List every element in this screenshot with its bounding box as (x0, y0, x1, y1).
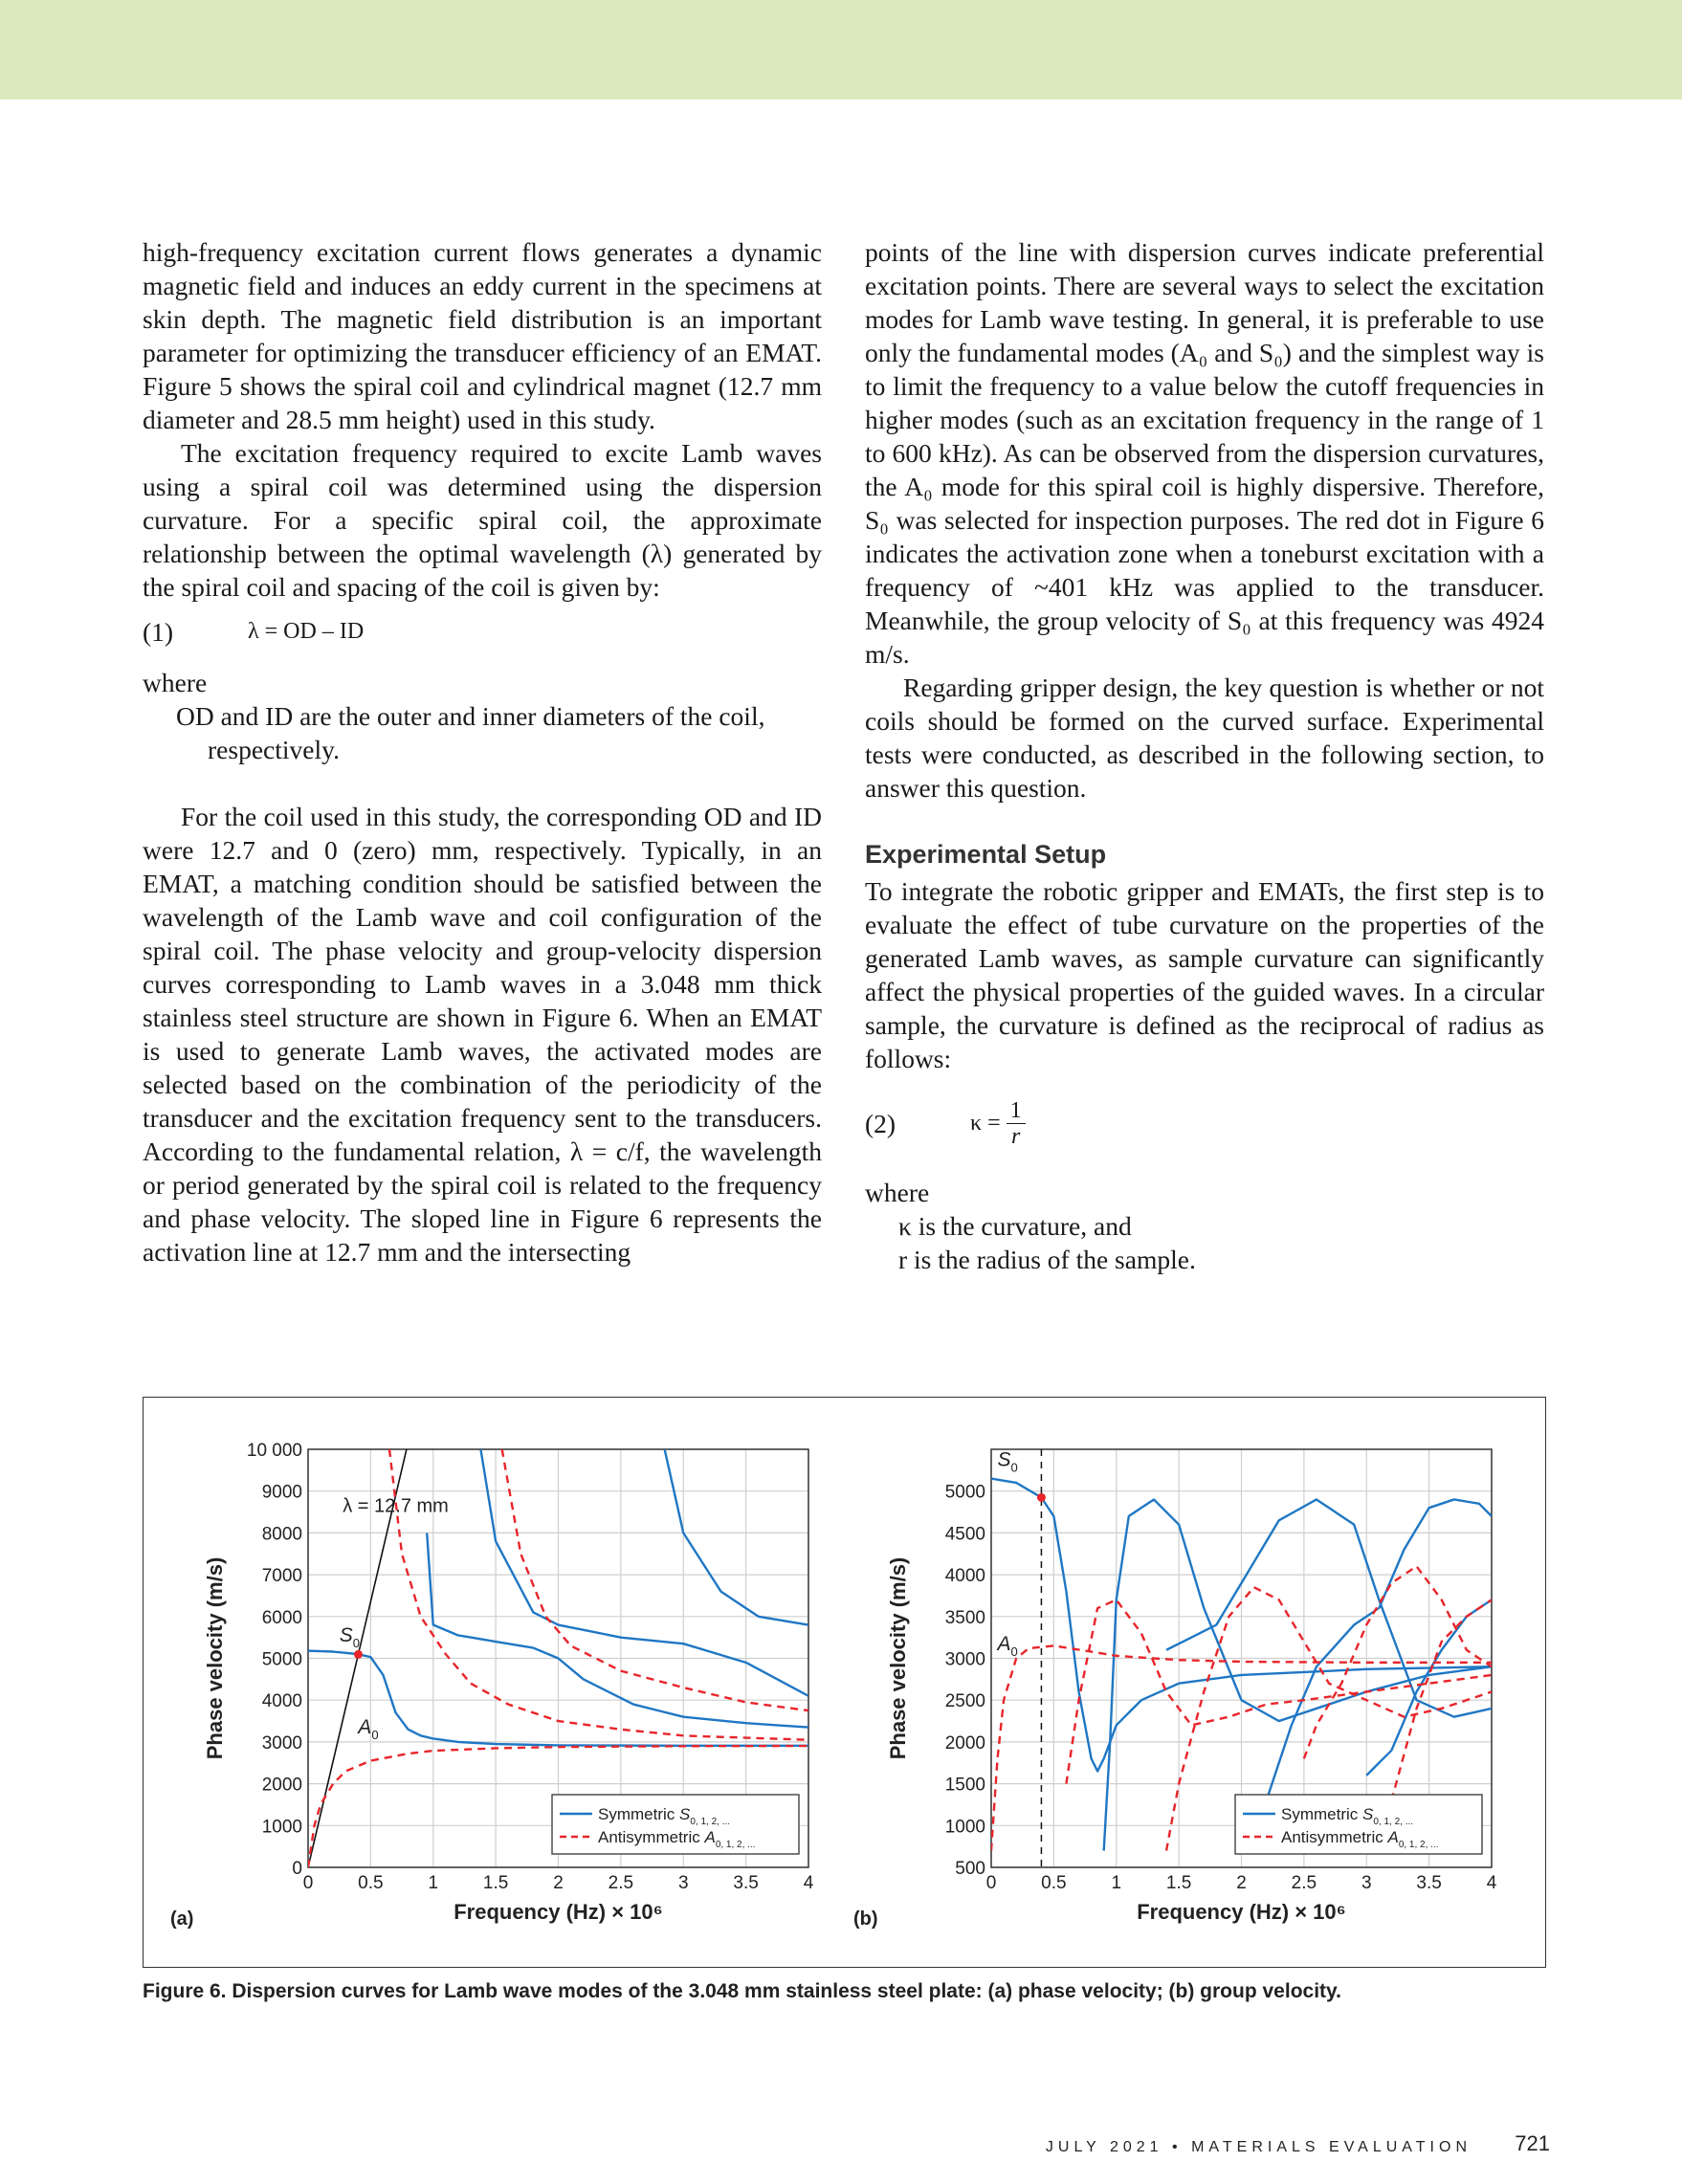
x-tick-label: 1.5 (1165, 1873, 1192, 1893)
y-tick-label: 6000 (261, 1607, 302, 1628)
y-tick-label: 4000 (261, 1691, 302, 1712)
panel-label: (b) (853, 1908, 878, 1930)
x-tick-label: 2.5 (608, 1873, 634, 1893)
x-tick-label: 1 (1111, 1873, 1122, 1893)
y-tick-label: 0 (292, 1859, 302, 1879)
paragraph: points of the line with dispersion curves indicate preferential excitation points. There are several ways to select the excitation modes for Lamb wave testing. In general, it is preferable to use only the fundamental modes (A₀ and S₀) and the simplest way is to limit the frequency to a value below the cutoff frequencies in higher modes (such as an excitation frequency in the range of 1 to 600 kHz). As can be observed from the dispersion curvatures, the A₀ mode for this spiral coil is highly dispersive. Therefore, S₀ was selected for inspection purposes. The red dot in Figure 6 indicates the activation zone when a toneburst excitation with a frequency of ~401 kHz was applied to the transducer. Meanwhile, the group velocity of S₀ at this frequency was 4924 m/s. (865, 237, 1544, 669)
legend-entry: Antisymmetric $A_{0, 1, 2, ...}$ (598, 1828, 756, 1850)
where-definition: κ is the curvature, and (898, 1211, 1132, 1241)
equation-number: (1) (143, 617, 174, 647)
y-tick-label: 3500 (944, 1607, 985, 1628)
x-tick-label: 0.5 (1041, 1873, 1067, 1893)
x-tick-label: 0 (985, 1873, 997, 1893)
x-axis-label: Frequency (Hz) × 10⁶ (1137, 1900, 1346, 1924)
y-tick-label: 10 000 (246, 1441, 302, 1461)
where-definition: OD and ID are the outer and inner diameters of the coil, (176, 701, 765, 731)
x-tick-label: 4 (803, 1873, 814, 1893)
page-number: 721 (1515, 2131, 1550, 2155)
mode-label: $S_0$ (339, 1624, 360, 1651)
equation-body: λ = OD – ID (248, 619, 365, 644)
figure-6 (143, 1397, 1546, 1968)
where-label: where (865, 1178, 930, 1207)
x-tick-label: 2 (1236, 1873, 1247, 1893)
x-tick-label: 3.5 (1416, 1873, 1442, 1893)
fraction-numerator: 1 (1007, 1098, 1026, 1124)
y-tick-label: 3000 (261, 1732, 302, 1754)
symmetric-series-line (427, 1533, 808, 1727)
where-definition: r is the radius of the sample. (898, 1245, 1196, 1274)
x-tick-label: 2.5 (1291, 1873, 1317, 1893)
mode-label: $A_0$ (997, 1632, 1018, 1659)
x-tick-label: 0.5 (358, 1873, 384, 1893)
y-tick-label: 2000 (944, 1732, 985, 1754)
x-tick-label: 3 (1361, 1873, 1372, 1893)
y-tick-label: 2500 (944, 1691, 985, 1712)
y-tick-label: 1000 (944, 1817, 985, 1838)
x-tick-label: 3.5 (733, 1873, 759, 1893)
equation-lhs: κ = (970, 1111, 1001, 1136)
y-tick-label: 9000 (261, 1482, 302, 1503)
y-tick-label: 4000 (944, 1566, 985, 1587)
x-tick-label: 2 (553, 1873, 564, 1893)
y-tick-label: 2000 (261, 1775, 302, 1796)
mode-label: $S_0$ (997, 1448, 1018, 1475)
legend-entry: Antisymmetric $A_{0, 1, 2, ...}$ (1281, 1828, 1439, 1850)
y-tick-label: 1000 (261, 1817, 302, 1838)
x-tick-label: 4 (1486, 1873, 1497, 1893)
y-tick-label: 4500 (944, 1524, 985, 1545)
figure-caption: Figure 6. Dispersion curves for Lamb wave modes of the 3.048 mm stainless steel plate: (a) phase velocity; (b) group velocity. (143, 1980, 1341, 2002)
x-tick-label: 1.5 (482, 1873, 509, 1893)
y-axis-label: Phase velocity (m/s) (203, 1556, 227, 1760)
activation-point (1037, 1493, 1046, 1502)
left-column (143, 235, 822, 1268)
symmetric-series-line (1267, 1499, 1492, 1800)
equation-number: (2) (865, 1109, 896, 1138)
chart-legend (552, 1795, 799, 1854)
equation-2 (865, 1098, 1544, 1149)
where-definition: respectively. (208, 735, 340, 764)
y-tick-label: 500 (955, 1859, 985, 1879)
right-column (865, 235, 1544, 1276)
antisymmetric-series-line (1066, 1599, 1492, 1783)
x-tick-label: 0 (302, 1873, 314, 1893)
running-footer: JULY 2021 • MATERIALS EVALUATION (1045, 2139, 1472, 2155)
y-tick-label: 5000 (944, 1482, 985, 1503)
y-tick-label: 7000 (261, 1566, 302, 1587)
y-tick-label: 3000 (944, 1649, 985, 1670)
section-heading: Experimental Setup (865, 840, 1107, 869)
symmetric-series-line (480, 1449, 808, 1696)
y-tick-label: 1500 (944, 1775, 985, 1796)
legend-entry: Symmetric $S_{0, 1, 2, ...}$ (598, 1805, 731, 1827)
legend-entry: Symmetric $S_{0, 1, 2, ...}$ (1281, 1805, 1414, 1827)
where-label: where (143, 668, 208, 697)
y-tick-label: 8000 (261, 1524, 302, 1545)
x-tick-label: 1 (428, 1873, 439, 1893)
figure-6-chart (144, 1398, 1545, 1967)
x-axis-label: Frequency (Hz) × 10⁶ (454, 1900, 663, 1924)
paragraph: The excitation frequency required to excite Lamb waves using a spiral coil was determined using the dispersion curvature. For a specific spiral coil, the approximate relationship between the optimal wavelength (λ) generated by the spiral coil and spacing of the coil is given by: (143, 438, 822, 602)
paragraph: Regarding gripper design, the key question is whether or not coils should be formed on the curved surface. Experimental tests were conducted, as described in the following section, to answer this question. (865, 673, 1544, 803)
x-tick-label: 3 (677, 1873, 689, 1893)
activation-point (354, 1650, 363, 1659)
mode-label: $A_0$ (358, 1716, 379, 1743)
y-tick-label: 5000 (261, 1649, 302, 1670)
header-banner (0, 0, 1682, 99)
panel-label: (a) (170, 1908, 194, 1930)
chart-panel-b (853, 1448, 1497, 1930)
paragraph: To integrate the robotic gripper and EMATs, the first step is to evaluate the effect of tube curvature on the properties of the generated Lamb waves, as sample curvature can significantly affect the physical properties of the guided waves. In a circular sample, the curvature is defined as the reciprocal of radius as follows: (865, 876, 1544, 1073)
symmetric-series-line (665, 1449, 808, 1625)
paragraph: high-frequency excitation current flows generates a dynamic magnetic field and induces an eddy current in the specimens at skin depth. The magnetic field distribution is an important parameter for optimizing the transducer efficiency of an EMAT. Figure 5 shows the spiral coil and cylindrical magnet (12.7 mm diameter and 28.5 mm height) used in this study. (143, 237, 822, 434)
y-axis-label: Phase velocity (m/s) (886, 1556, 910, 1760)
annotation-label: λ = 12.7 mm (343, 1495, 449, 1517)
chart-legend (1235, 1795, 1482, 1854)
paragraph: For the coil used in this study, the corresponding OD and ID were 12.7 and 0 (zero) mm, respectively. Typically, in an EMAT, a matching condition should be satisfied between the wavelength of the Lamb wave and coil configuration of the spiral coil. The phase velocity and group-velocity dispersion curves corresponding to Lamb waves in a 3.048 mm thick stainless steel structure are shown in Figure 6. When an EMAT is used to generate Lamb waves, the activated modes are selected based on the combination of the periodicity of the transducer and the excitation frequency sent to the transducers. According to the fundamental relation, λ = c/f, the wavelength or period generated by the spiral coil is related to the frequency and phase velocity. The sloped line in Figure 6 represents the activation line at 12.7 mm and the intersecting (143, 802, 822, 1267)
equation-1 (143, 615, 822, 649)
fraction-denominator: r (1010, 1124, 1021, 1149)
fraction (1007, 1098, 1026, 1149)
chart-panel-a (170, 1441, 814, 1930)
